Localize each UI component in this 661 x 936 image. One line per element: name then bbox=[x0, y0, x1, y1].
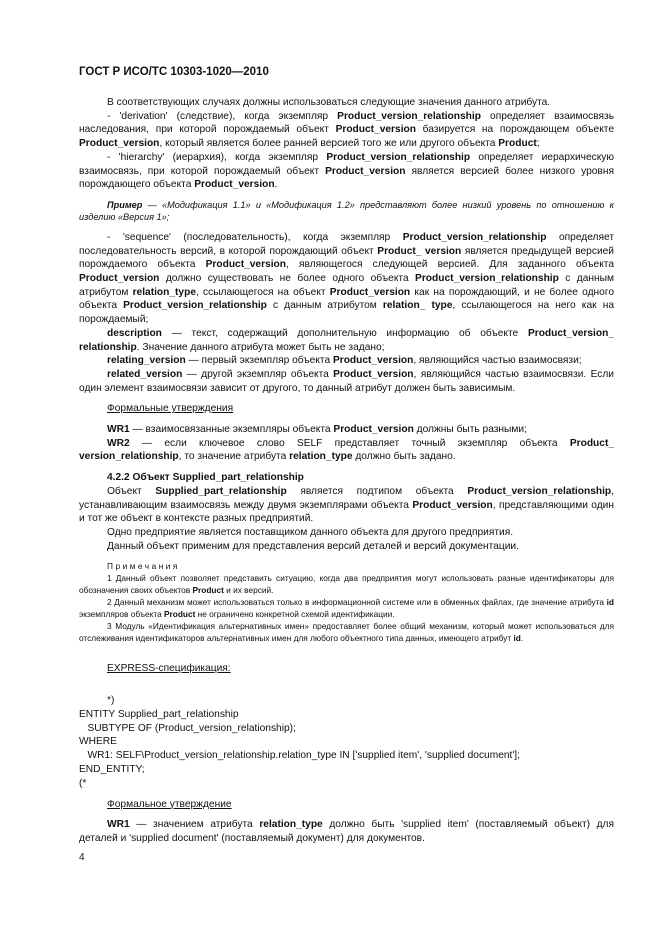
paragraph-applicability: Данный объект применим для представления версий деталей и версий документации. bbox=[107, 540, 519, 552]
attribute-relating-version: relating_version — первый экземпляр объекта Product_version, являющийся частью взаимосвязи; bbox=[107, 355, 582, 367]
paragraph-supplied-part: Объект Supplied_part_relationship является подтипом объекта Product_version_relationship, устанавливающим взаимосвязь между двумя экземплярами объекта Product_version, представляющими один и тот же объект в контексте разных предприятий. bbox=[79, 485, 614, 525]
attribute-description: description — текст, содержащий дополнительную информацию об объекте Product_version_ relationship. Значение данного атрибута может быть не задано; bbox=[79, 327, 614, 353]
section-heading: 4.2.2 Объект Supplied_part_relationship bbox=[107, 472, 304, 484]
paragraph-derivation: - 'derivation' (следствие), когда экземпляр Product_version_relationship определяет взаимосвязь наследования, при которой порождаемый объект Product_version базируется на порождающем объекте Product_version, который является более ранней версией того же или другого объекта Product; bbox=[79, 110, 615, 150]
code-line: (* bbox=[79, 777, 87, 789]
notes-heading: Примечания bbox=[107, 561, 180, 572]
express-heading: EXPRESS-спецификация: bbox=[107, 663, 231, 675]
paragraph-hierarchy: - 'hierarchy' (иерархия), когда экземпляр Product_version_relationship определяет иерархическую взаимосвязь, при которой порождаемый объект Product_version является версией более низкого уровня порождающего объекта Product_version. bbox=[79, 151, 615, 191]
paragraph-values-intro: В соответствующих случаях должны использоваться следующие значения данного атрибута. bbox=[107, 97, 551, 108]
attribute-related-version: related_version — другой экземпляр объекта Product_version, являющийся частью взаимосвязи. Если один элемент взаимосвязи зависит от другого, то данный атрибут должен быть зависимым. bbox=[79, 368, 614, 394]
page-number: 4 bbox=[79, 852, 85, 863]
rule-wr1: WR1 — взаимосвязанные экземпляры объекта Product_version должны быть разными; bbox=[107, 424, 527, 436]
express-code-block bbox=[79, 694, 614, 791]
code-line: END_ENTITY; bbox=[79, 764, 145, 776]
code-line: ENTITY Supplied_part_relationship bbox=[79, 708, 239, 720]
page-body bbox=[79, 96, 614, 846]
code-line: WR1: SELF\Product_version_relationship.relation_type IN ['supplied item', 'supplied document']; bbox=[79, 750, 520, 762]
rule-wr1-supplied: WR1 — значением атрибута relation_type должно быть 'supplied item' (поставляемый объект) для деталей и 'supplied document' (поставляемый документ) для документов. bbox=[79, 819, 615, 845]
formal-statement-heading: Формальное утверждение bbox=[107, 798, 232, 810]
note-1: 1 Данный объект позволяет представить ситуацию, когда два предприятия могут использовать разные идентификаторы для обозначения своих объектов Product и их версий. bbox=[79, 573, 614, 596]
code-line: SUBTYPE OF (Product_version_relationship); bbox=[79, 722, 296, 734]
paragraph-sequence: - 'sequence' (последовательность), когда экземпляр Product_version_relationship определяет последовательность версий, в которой порождающий объект Product_ version является предыдущей версией порождаемого объекта Product_version, являющегося следующей версией. Для заданного объекта Product_version должно существовать не более одного объекта Product_version_relationship с данным атрибутом relation_type, ссылающегося на объект Product_version как на порождающий, и не более одного объекта Product_version_relationship с данным атрибутом relation_ type, ссылающегося на него как на порождаемый; bbox=[79, 231, 614, 326]
note-2: 2 Данный механизм может использоваться только в информационной системе или в обменных файлах, где значение атрибута id экземпляров объекта Product не ограничено конкретной схемой идентификации. bbox=[79, 597, 614, 620]
note-3: 3 Модуль «Идентификация альтернативных имен» предоставляет более общий механизм, который может использоваться для отслеживания идентификаторов альтернативных имен для любого объектного типа данных, имеющего атрибут id. bbox=[79, 621, 614, 644]
rule-wr2: WR2 — если ключевое слово SELF представляет точный экземпляр объекта Product_ version_relationship, то значение атрибута relation_type должно быть задано. bbox=[79, 437, 614, 463]
formal-statements-heading: Формальные утверждения bbox=[107, 403, 234, 415]
document-header: ГОСТ Р ИСО/ТС 10303-1020—2010 bbox=[79, 66, 269, 78]
code-line: *) bbox=[107, 695, 115, 707]
code-line: WHERE bbox=[79, 736, 117, 748]
paragraph-supplier: Одно предприятие является поставщиком данного объекта для другого предприятия. bbox=[107, 526, 514, 538]
example-note: Пример — «Модификация 1.1» и «Модификация 1.2» представляют более низкий уровень по отношению к изделию «Версия 1»; bbox=[79, 199, 614, 223]
